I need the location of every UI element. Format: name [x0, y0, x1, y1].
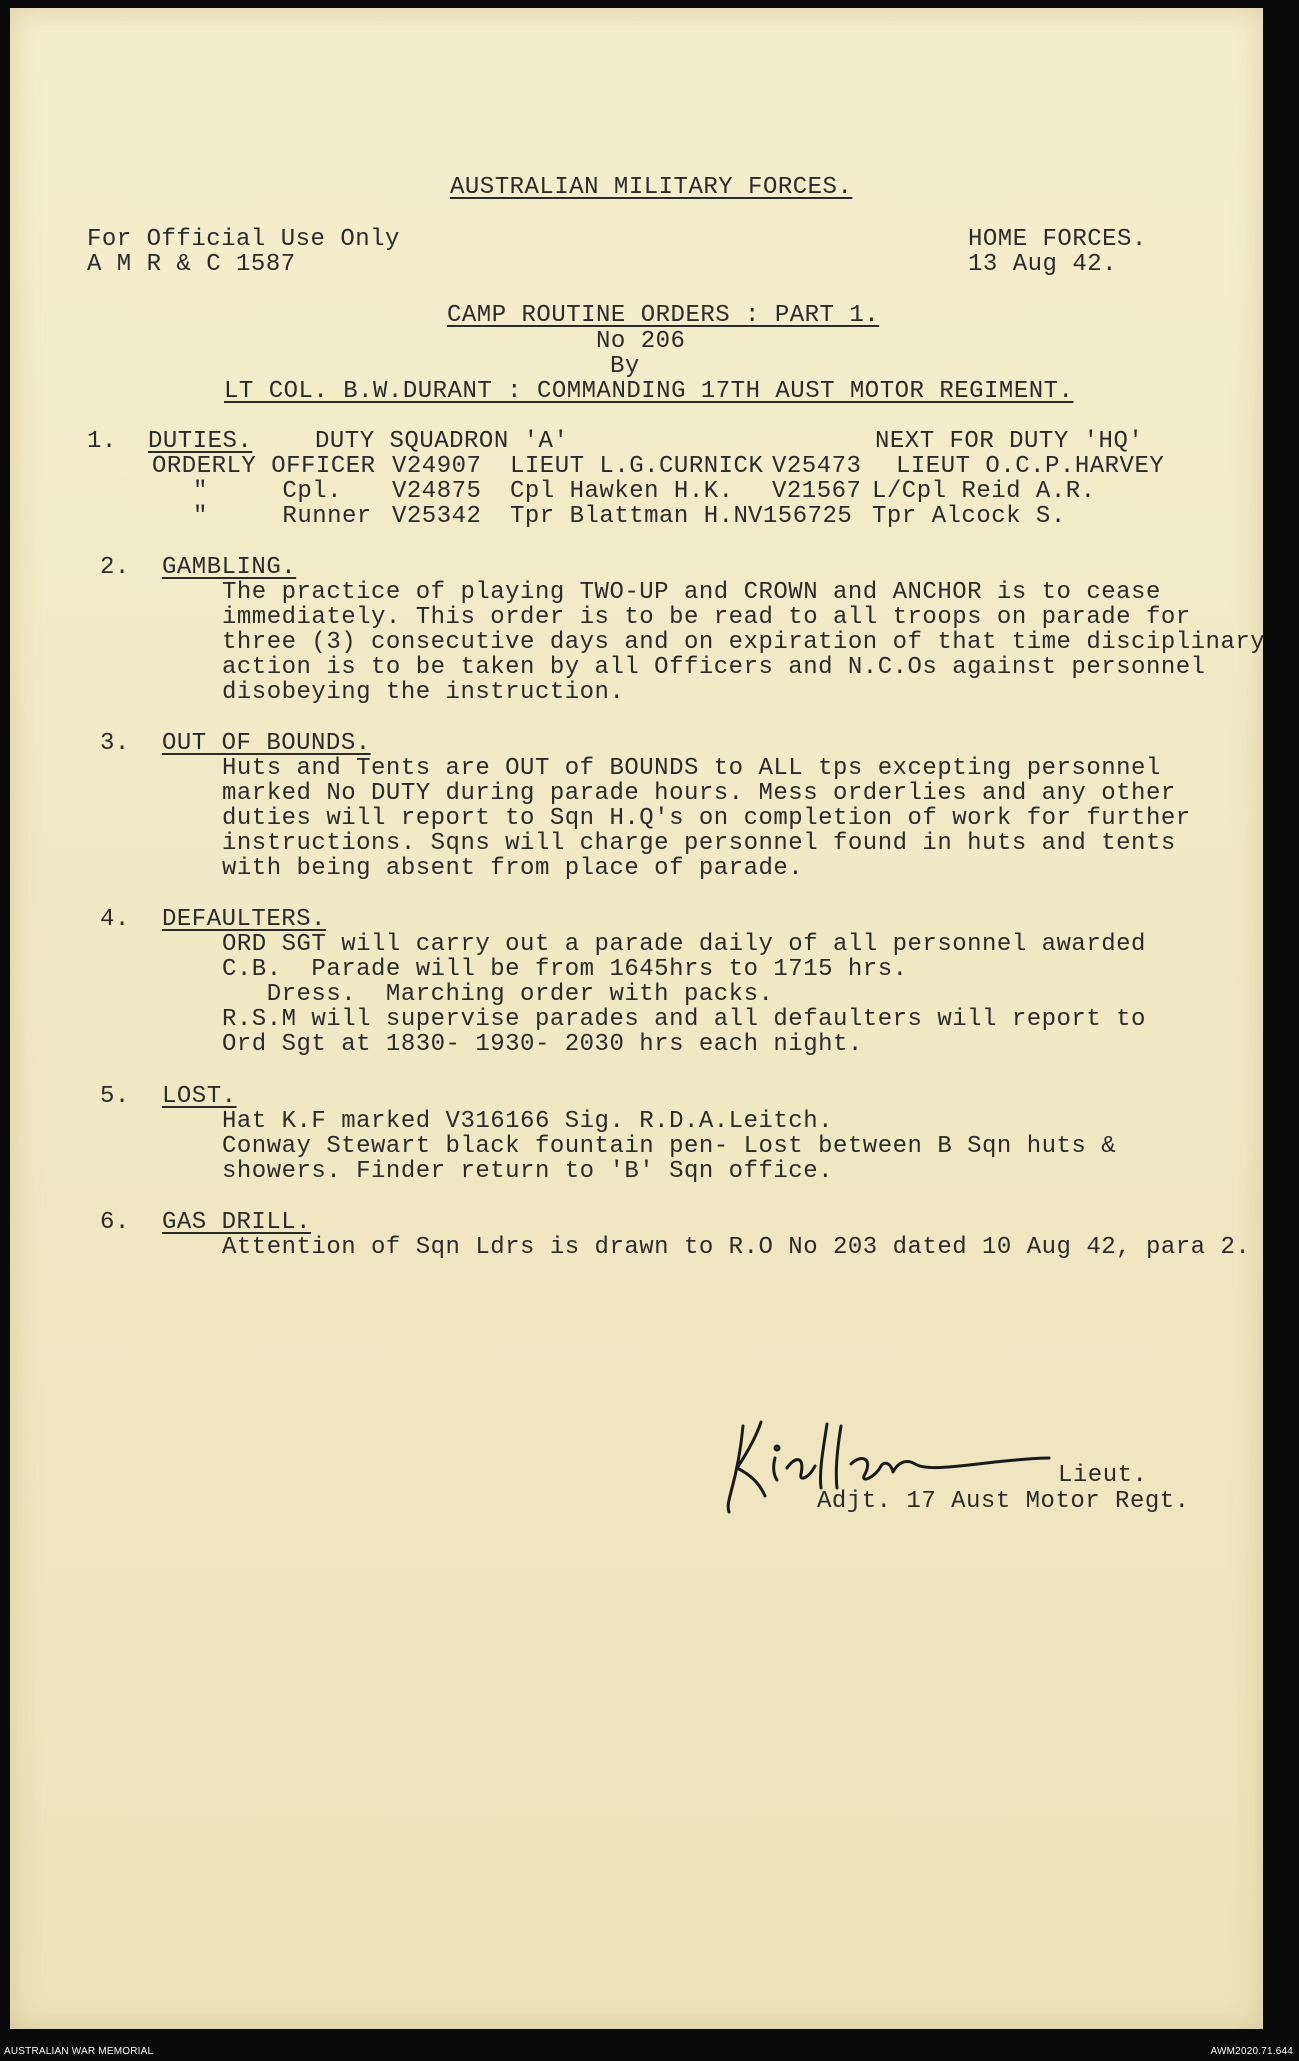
next-service-number: V25473: [772, 453, 862, 480]
reference-number: A M R & C 1587: [87, 251, 296, 278]
out-of-bounds-line: duties will report to Sqn H.Q's on completion of work for further: [222, 805, 1191, 832]
lost-line: showers. Finder return to 'B' Sqn office.: [222, 1158, 833, 1185]
orders-title: CAMP ROUTINE ORDERS : PART 1.: [447, 302, 880, 329]
orders-by: By: [610, 353, 640, 380]
duty-service-number: V25342: [392, 503, 482, 530]
duties-heading: DUTIES.: [148, 428, 253, 455]
out-of-bounds-line: instructions. Sqns will charge personnel found in huts and tents: [222, 830, 1176, 857]
gambling-line: disobeying the instruction.: [222, 679, 625, 706]
duty-role: " Cpl.: [193, 478, 343, 505]
lost-line: Hat K.F marked V316166 Sig. R.D.A.Leitch.: [222, 1108, 833, 1135]
gas-drill-heading: GAS DRILL.: [162, 1209, 312, 1236]
signatory-title: Adjt. 17 Aust Motor Regt.: [817, 1488, 1190, 1515]
out-of-bounds-heading: OUT OF BOUNDS.: [162, 730, 371, 757]
duty-name: LIEUT L.G.CURNICK: [510, 453, 764, 480]
next-name: LIEUT O.C.P.HARVEY: [896, 453, 1165, 480]
item-number: 1.: [87, 428, 117, 455]
duty-name: Tpr Blattman H.N: [510, 503, 749, 530]
next-name: Tpr Alcock S.: [872, 503, 1066, 530]
defaulters-line: ORD SGT will carry out a parade daily of all personnel awarded: [222, 931, 1146, 958]
out-of-bounds-line: Huts and Tents are OUT of BOUNDS to ALL tps excepting personnel: [222, 755, 1161, 782]
defaulters-line: R.S.M will supervise parades and all defaulters will report to: [222, 1006, 1146, 1033]
duty-squadron: DUTY SQUADRON 'A': [315, 428, 569, 455]
defaulters-line: Ord Sgt at 1830- 1930- 2030 hrs each night.: [222, 1031, 863, 1058]
next-name: L/Cpl Reid A.R.: [872, 478, 1096, 505]
footer-accession-number: AWM2020.71.644: [1210, 2046, 1293, 2057]
orders-number: No 206: [596, 328, 686, 355]
gambling-line: The practice of playing TWO-UP and CROWN and ANCHOR is to cease: [222, 579, 1161, 606]
official-use-label: For Official Use Only: [87, 226, 400, 253]
forces-label: HOME FORCES.: [968, 226, 1147, 253]
item-number: 3.: [100, 730, 130, 757]
item-number: 2.: [100, 554, 130, 581]
gambling-line: three (3) consecutive days and on expiration of that time disciplinary: [222, 629, 1266, 656]
defaulters-line: Dress. Marching order with packs.: [222, 981, 774, 1008]
document-title: AUSTRALIAN MILITARY FORCES.: [450, 174, 853, 201]
next-service-number: V156725: [748, 503, 853, 530]
item-number: 5.: [100, 1083, 130, 1110]
document-page: [10, 8, 1266, 2029]
out-of-bounds-line: marked No DUTY during parade hours. Mess orderlies and any other: [222, 780, 1176, 807]
duty-service-number: V24907: [392, 453, 482, 480]
defaulters-line: C.B. Parade will be from 1645hrs to 1715 hrs.: [222, 956, 908, 983]
lost-heading: LOST.: [162, 1083, 237, 1110]
out-of-bounds-line: with being absent from place of parade.: [222, 855, 804, 882]
duty-role: ORDERLY OFFICER: [152, 453, 376, 480]
item-number: 4.: [100, 906, 130, 933]
duty-role: " Runner: [193, 503, 372, 530]
document-date: 13 Aug 42.: [968, 251, 1118, 278]
footer-source: AUSTRALIAN WAR MEMORIAL: [4, 2046, 154, 2057]
defaulters-heading: DEFAULTERS.: [162, 906, 326, 933]
gambling-line: immediately. This order is to be read to all troops on parade for: [222, 604, 1191, 631]
gas-drill-line: Attention of Sqn Ldrs is drawn to R.O No 203 dated 10 Aug 42, para 2.: [222, 1234, 1251, 1261]
gambling-heading: GAMBLING.: [162, 554, 297, 581]
orders-commander: LT COL. B.W.DURANT : COMMANDING 17TH AUST MOTOR REGIMENT.: [224, 378, 1074, 405]
next-for-duty: NEXT FOR DUTY 'HQ': [875, 428, 1144, 455]
duty-name: Cpl Hawken H.K.: [510, 478, 734, 505]
next-service-number: V21567: [772, 478, 862, 505]
duty-service-number: V24875: [392, 478, 482, 505]
signatory-rank: Lieut.: [1058, 1462, 1148, 1489]
gambling-line: action is to be taken by all Officers and N.C.Os against personnel: [222, 654, 1206, 681]
item-number: 6.: [100, 1209, 130, 1236]
lost-line: Conway Stewart black fountain pen- Lost between B Sqn huts &: [222, 1133, 1117, 1160]
